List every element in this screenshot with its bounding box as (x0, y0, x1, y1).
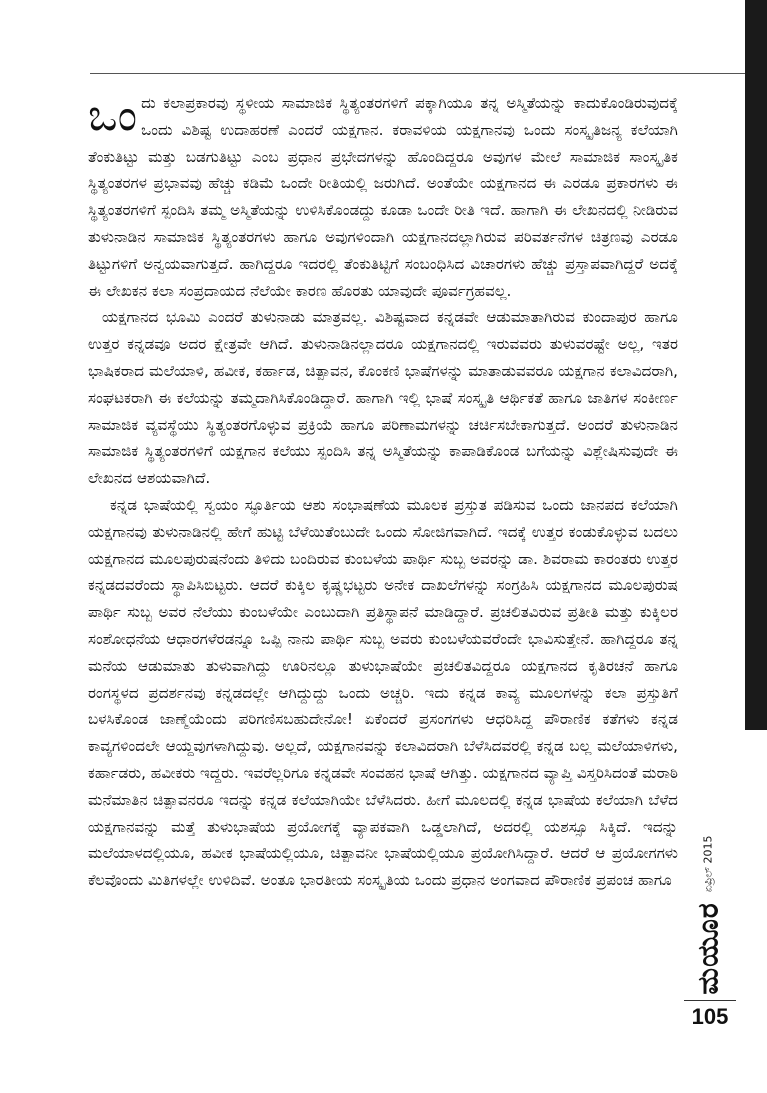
right-edge-bar (745, 0, 767, 730)
page-number: 105 (691, 1004, 729, 1029)
paragraph-1 (88, 90, 678, 304)
article-body (88, 90, 678, 1080)
magazine-name: ಮಯೂರ (692, 902, 725, 995)
page-number-rule (684, 1000, 736, 1001)
paragraph-2: ಯಕ್ಷಗಾನದ ಭೂಮಿ ಎಂದರೆ ತುಳುನಾಡು ಮಾತ್ರವಲ್ಲ. ವಿಶಿಷ್ಟವಾದ ಕನ್ನಡವೇ ಆಡುಮಾತಾಗಿರುವ ಕುಂದಾಪುರ ಹಾಗೂ ಉತ್ತರ ಕನ್ನಡವೂ ಅದರ ಕ್ಷೇತ್ರವೇ ಆಗಿದೆ. ತುಳುನಾಡಿನಲ್ಲಾದರೂ ಯಕ್ಷಗಾನದಲ್ಲಿ ಇರುವವರು ತುಳುವರಷ್ಟೇ ಅಲ್ಲ, ಇತರ ಭಾಷಿಕರಾದ ಮಲೆಯಾಳಿ, ಹವೀಕ, ಕರ್ಹಾಡ, ಚಿತ್ಪಾವನ, ಕೊಂಕಣಿ ಭಾಷೆಗಳನ್ನು ಮಾತಾಡುವವರೂ ಯಕ್ಷಗಾನ ಕಲಾವಿದರಾಗಿ, ಸಂಘಟಕರಾಗಿ ಈ ಕಲೆಯನ್ನು ತಮ್ಮದಾಗಿಸಿಕೊಂಡಿದ್ದಾರೆ. ಹಾಗಾಗಿ ಇಲ್ಲಿ ಭಾಷೆ ಸಂಸ್ಕೃತಿ ಆರ್ಥಿಕತೆ ಹಾಗೂ ಜಾತಿಗಳ ಸಂಕೀರ್ಣ ಸಾಮಾಜಿಕ ವ್ಯವಸ್ಥೆಯು ಸ್ಥಿತ್ಯಂತರಗೊಳ್ಳುವ ಪ್ರಕ್ರಿಯೆ ಹಾಗೂ ಪರಿಣಾಮಗಳನ್ನು ಚರ್ಚಿಸಬೇಕಾಗುತ್ತದೆ. ಅಂದರೆ ತುಳುನಾಡಿನ ಸಾಮಾಜಿಕ ಸ್ಥಿತ್ಯಂತರಗಳಿಗೆ ಯಕ್ಷಗಾನ ಕಲೆಯು ಸ್ಪಂದಿಸಿ ತನ್ನ ಅಸ್ಮಿತೆಯನ್ನು ಕಾಪಾಡಿಕೊಂಡ ಬಗೆಯನ್ನು ವಿಶ್ಲೇಷಿಸುವುದೇ ಈ ಲೇಖನದ ಆಶಯವಾಗಿದೆ. (88, 308, 678, 488)
top-rule (90, 73, 745, 74)
drop-cap: ಒಂ (88, 90, 138, 141)
magazine-side-label (687, 835, 731, 995)
paragraph-1-text: ದು ಕಲಾಪ್ರಕಾರವು ಸ್ಥಳೀಯ ಸಾಮಾಜಿಕ ಸ್ಥಿತ್ಯಂತರಗಳಿಗೆ ಪಕ್ಕಾಗಿಯೂ ತನ್ನ ಅಸ್ಮಿತೆಯನ್ನು ಕಾದುಕೊಂಡಿರುವುದಕ್ಕೆ ಒಂದು ವಿಶಿಷ್ಟ ಉದಾಹರಣೆ ಎಂದರೆ ಯಕ್ಷಗಾನ. ಕರಾವಳಿಯ ಯಕ್ಷಗಾನವು ಒಂದು ಸಂಸ್ಕೃತಿಜನ್ಯ ಕಲೆಯಾಗಿ ತೆಂಕುತಿಟ್ಟು ಮತ್ತು ಬಡಗುತಿಟ್ಟು ಎಂಬ ಪ್ರಧಾನ ಪ್ರಭೇದಗಳನ್ನು ಹೊಂದಿದ್ದರೂ ಅವುಗಳ ಮೇಲೆ ಸಾಮಾಜಿಕ ಸಾಂಸ್ಕೃತಿಕ ಸ್ಥಿತ್ಯಂತರಗಳ ಪ್ರಭಾವವು ಹೆಚ್ಚು ಕಡಿಮೆ ಒಂದೇ ರೀತಿಯಲ್ಲಿ ಜರುಗಿದೆ. ಅಂತೆಯೇ ಯಕ್ಷಗಾನದ ಈ ಎರಡೂ ಪ್ರಕಾರಗಳು ಈ ಸ್ಥಿತ್ಯಂತರಗಳಿಗೆ ಸ್ಪಂದಿಸಿ ತಮ್ಮ ಅಸ್ಮಿತೆಯನ್ನು ಉಳಿಸಿಕೊಂಡದ್ದು ಕೂಡಾ ಒಂದೇ ರೀತಿ ಇದೆ. ಹಾಗಾಗಿ ಈ ಲೇಖನದಲ್ಲಿ ನೀಡಿರುವ ತುಳುನಾಡಿನ ಸಾಮಾಜಿಕ ಸ್ಥಿತ್ಯಂತರಗಳು ಹಾಗೂ ಅವುಗಳಿಂದಾಗಿ ಯಕ್ಷಗಾನದಲ್ಲಾಗಿರುವ ಪರಿವರ್ತನೆಗಳ ಚಿತ್ರಣವು ಎರಡೂ ತಿಟ್ಟುಗಳಿಗೆ ಅನ್ವಯವಾಗುತ್ತದೆ. ಹಾಗಿದ್ದರೂ ಇದರಲ್ಲಿ ತೆಂಕುತಿಟ್ಟಿಗೆ ಸಂಬಂಧಿಸಿದ ವಿಚಾರಗಳು ಹೆಚ್ಚು ಪ್ರಸ್ತಾಪವಾಗಿದ್ದರೆ ಅದಕ್ಕೆ ಈ ಲೇಖಕನ ಕಲಾ ಸಂಪ್ರದಾಯದ ನೆಲೆಯೇ ಕಾರಣ ಹೊರತು ಯಾವುದೇ ಪೂರ್ವಗ್ರಹವಲ್ಲ. (88, 94, 678, 300)
issue-date: ಏಪ್ರಿಲ್ 2015 (702, 835, 715, 893)
paragraph-3: ಕನ್ನಡ ಭಾಷೆಯಲ್ಲಿ ಸ್ವಯಂ ಸ್ಫೂರ್ತಿಯ ಆಶು ಸಂಭಾಷಣೆಯ ಮೂಲಕ ಪ್ರಸ್ತುತ ಪಡಿಸುವ ಒಂದು ಜಾನಪದ ಕಲೆಯಾಗಿ ಯಕ್ಷಗಾನವು ತುಳುನಾಡಿನಲ್ಲಿ ಹೇಗೆ ಹುಟ್ಟಿ ಬೆಳೆಯಿತೆಂಬುದೇ ಒಂದು ಸೋಜಿಗವಾಗಿದೆ. ಇದಕ್ಕೆ ಉತ್ತರ ಕಂಡುಕೊಳ್ಳುವ ಬದಲು ಯಕ್ಷಗಾನದ ಮೂಲಪುರುಷನೆಂದು ತಿಳಿದು ಬಂದಿರುವ ಕುಂಬಳೆಯ ಪಾರ್ಥಿ ಸುಬ್ಬ ಅವರನ್ನು ಡಾ. ಶಿವರಾಮ ಕಾರಂತರು ಉತ್ತರ ಕನ್ನಡದವರೆಂದು ಸ್ಥಾಪಿಸಿಬಿಟ್ಟರು. ಆದರೆ ಕುಕ್ಕಿಲ ಕೃಷ್ಣಭಟ್ಟರು ಅನೇಕ ದಾಖಲೆಗಳನ್ನು ಸಂಗ್ರಹಿಸಿ ಯಕ್ಷಗಾನದ ಮೂಲಪುರುಷ ಪಾರ್ಥಿ ಸುಬ್ಬ ಅವರ ನೆಲೆಯು ಕುಂಬಳೆಯೇ ಎಂಬುದಾಗಿ ಪ್ರತಿಸ್ಥಾಪನೆ ಮಾಡಿದ್ದಾರೆ. ಪ್ರಚಲಿತವಿರುವ ಪ್ರತೀತಿ ಮತ್ತು ಕುಕ್ಕಿಲರ ಸಂಶೋಧನೆಯ ಆಧಾರಗಳೆರಡನ್ನೂ ಒಪ್ಪಿ ನಾನು ಪಾರ್ಥಿ ಸುಬ್ಬ ಅವರು ಕುಂಬಳೆಯವರೆಂದೇ ಭಾವಿಸುತ್ತೇನೆ. ಹಾಗಿದ್ದರೂ ತನ್ನ ಮನೆಯ ಆಡುಮಾತು ತುಳುವಾಗಿದ್ದು ಊರಿನಲ್ಲೂ ತುಳುಭಾಷೆಯೇ ಪ್ರಚಲಿತವಿದ್ದರೂ ಯಕ್ಷಗಾನದ ಕೃತಿರಚನೆ ಹಾಗೂ ರಂಗಸ್ಥಳದ ಪ್ರದರ್ಶನವು ಕನ್ನಡದಲ್ಲೇ ಆಗಿದ್ದುದ್ದು ಒಂದು ಅಚ್ಚರಿ. ಇದು ಕನ್ನಡ ಕಾವ್ಯ ಮೂಲಗಳನ್ನು ಕಲಾ ಪ್ರಸ್ತುತಿಗೆ ಬಳಸಿಕೊಂಡ ಜಾಣ್ಮೆಯೆಂದು ಪರಿಗಣಿಸಬಹುದೇನೋ! ಏಕೆಂದರೆ ಪ್ರಸಂಗಗಳು ಆಧರಿಸಿದ್ದ ಪೌರಾಣಿಕ ಕತೆಗಳು ಕನ್ನಡ ಕಾವ್ಯಗಳಿಂದಲೇ ಆಯ್ದವುಗಳಾಗಿದ್ದುವು. ಅಲ್ಲದೆ, ಯಕ್ಷಗಾನವನ್ನು ಕಲಾವಿದರಾಗಿ ಬೆಳೆಸಿದವರಲ್ಲಿ ಕನ್ನಡ ಬಲ್ಲ ಮಲೆಯಾಳಿಗಳು, ಕರ್ಹಾಡರು, ಹವೀಕರು ಇದ್ದರು. ಇವರೆಲ್ಲರಿಗೂ ಕನ್ನಡವೇ ಸಂವಹನ ಭಾಷೆ ಆಗಿತ್ತು. ಯಕ್ಷಗಾನದ ವ್ಯಾಪ್ತಿ ವಿಸ್ತರಿಸಿದಂತೆ ಮರಾಠಿ ಮನೆಮಾತಿನ ಚಿತ್ಪಾವನರೂ ಇದನ್ನು ಕನ್ನಡ ಕಲೆಯಾಗಿಯೇ ಬೆಳೆಸಿದರು. ಹೀಗೆ ಮೂಲದಲ್ಲಿ ಕನ್ನಡ ಭಾಷೆಯ ಕಲೆಯಾಗಿ ಬೆಳೆದ ಯಕ್ಷಗಾನವನ್ನು ಮತ್ತೆ ತುಳುಭಾಷೆಯ ಪ್ರಯೋಗಕ್ಕೆ ವ್ಯಾಪಕವಾಗಿ ಒಡ್ಡಲಾಗಿದೆ, ಅದರಲ್ಲಿ ಯಶಸ್ಸೂ ಸಿಕ್ಕಿದೆ. ಇದನ್ನು ಮಲೆಯಾಳದಲ್ಲಿಯೂ, ಹವೀಕ ಭಾಷೆಯಲ್ಲಿಯೂ, ಚಿತ್ಪಾವನೀ ಭಾಷೆಯಲ್ಲಿಯೂ ಪ್ರಯೋಗಿಸಿದ್ದಾರೆ. ಆದರೆ ಆ ಪ್ರಯೋಗಗಳು ಕೆಲವೊಂದು ಮಿತಿಗಳಲ್ಲೇ ಉಳಿದಿವೆ. ಅಂತೂ ಭಾರತೀಯ ಸಂಸ್ಕೃತಿಯ ಒಂದು ಪ್ರಧಾನ ಅಂಗವಾದ ಪೌರಾಣಿಕ ಪ್ರಪಂಚ ಹಾಗೂ (88, 495, 678, 890)
